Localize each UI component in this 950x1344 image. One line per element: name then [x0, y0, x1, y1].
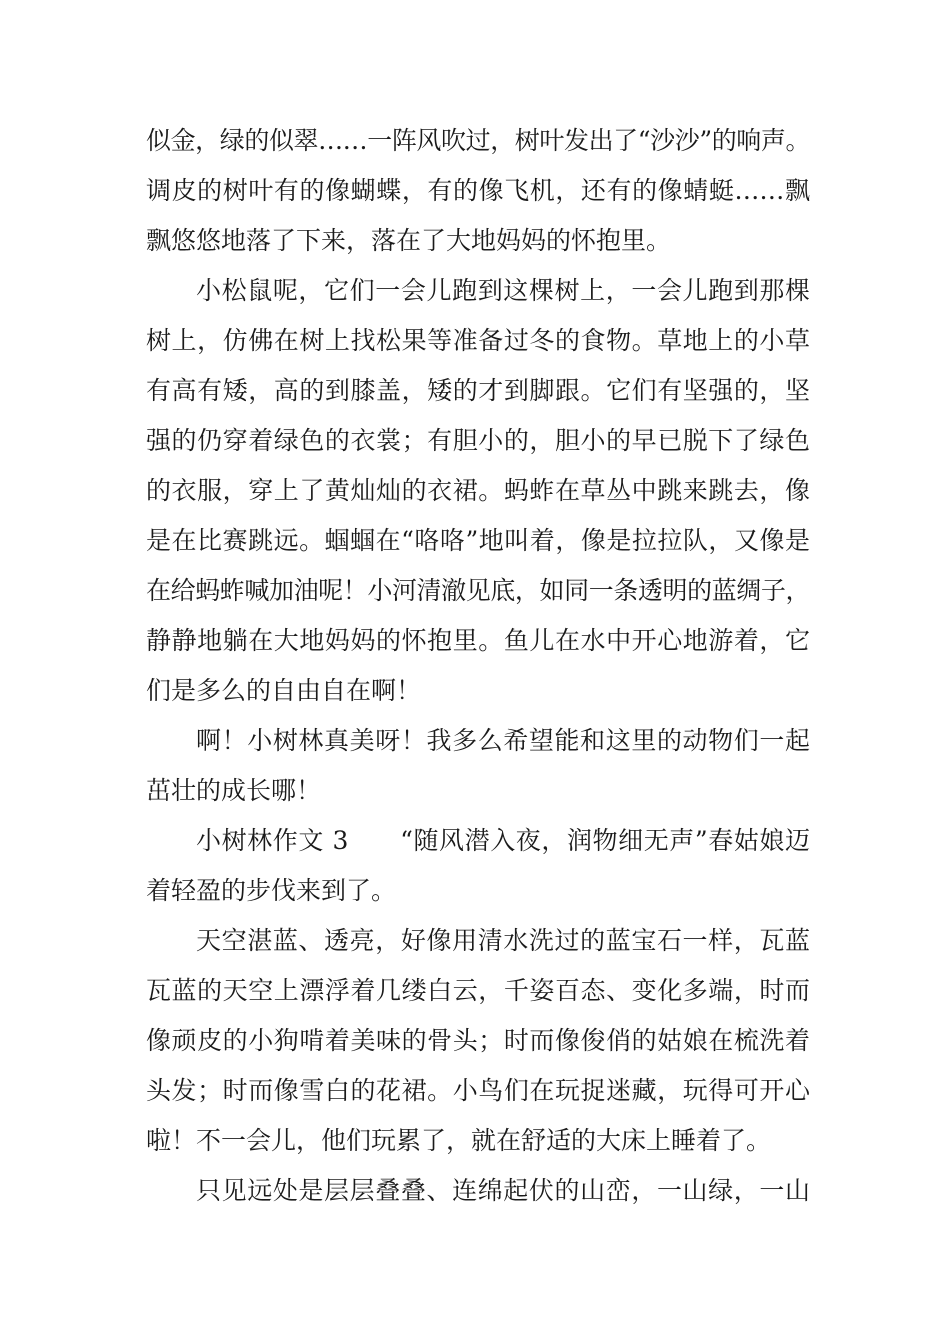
text-line: 小树林作文 3 “随风潜入夜，润物细无声”春姑娘迈	[196, 826, 810, 855]
text-line: 啦！不一会儿，他们玩累了，就在舒适的大床上睡着了。	[146, 1126, 772, 1155]
text-line: 着轻盈的步伐来到了。	[146, 876, 397, 905]
text-line: 瓦蓝的天空上漂浮着几缕白云，千姿百态、变化多端，时而	[146, 976, 810, 1005]
text-line: 只见远处是层层叠叠、连绵起伏的山峦，一山绿，一山	[196, 1176, 810, 1205]
text-line: 头发；时而像雪白的花裙。小鸟们在玩捉迷藏，玩得可开心	[146, 1076, 810, 1105]
text-line: 在给蚂蚱喊加油呢！小河清澈见底，如同一条透明的蓝绸子，	[146, 576, 810, 605]
text-line: 树上，仿佛在树上找松果等准备过冬的食物。草地上的小草	[146, 326, 810, 355]
text-line: 像顽皮的小狗啃着美味的骨头；时而像俊俏的姑娘在梳洗着	[146, 1026, 810, 1055]
text-line: 啊！小树林真美呀！我多么希望能和这里的动物们一起	[196, 726, 810, 755]
text-line: 们是多么的自由自在啊！	[146, 676, 422, 705]
text-line: 飘悠悠地落了下来，落在了大地妈妈的怀抱里。	[146, 226, 672, 255]
document-body	[146, 116, 810, 1216]
text-line: 有高有矮，高的到膝盖，矮的才到脚跟。它们有坚强的，坚	[146, 376, 810, 405]
text-line: 茁壮的成长哪！	[146, 776, 322, 805]
text-line: 调皮的树叶有的像蝴蝶，有的像飞机，还有的像蜻蜓……飘	[146, 176, 810, 205]
text-line: 似金，绿的似翠……一阵风吹过，树叶发出了“沙沙”的响声。	[146, 126, 810, 155]
text-line: 静静地躺在大地妈妈的怀抱里。鱼儿在水中开心地游着，它	[146, 626, 810, 655]
text-line: 的衣服，穿上了黄灿灿的衣裙。蚂蚱在草丛中跳来跳去，像	[146, 476, 810, 505]
text-line: 小松鼠呢，它们一会儿跑到这棵树上，一会儿跑到那棵	[196, 276, 810, 305]
text-line: 强的仍穿着绿色的衣裳；有胆小的，胆小的早已脱下了绿色	[146, 426, 810, 455]
text-line: 是在比赛跳远。蝈蝈在“咯咯”地叫着，像是拉拉队，又像是	[146, 526, 810, 555]
text-line: 天空湛蓝、透亮，好像用清水洗过的蓝宝石一样，瓦蓝	[196, 926, 810, 955]
